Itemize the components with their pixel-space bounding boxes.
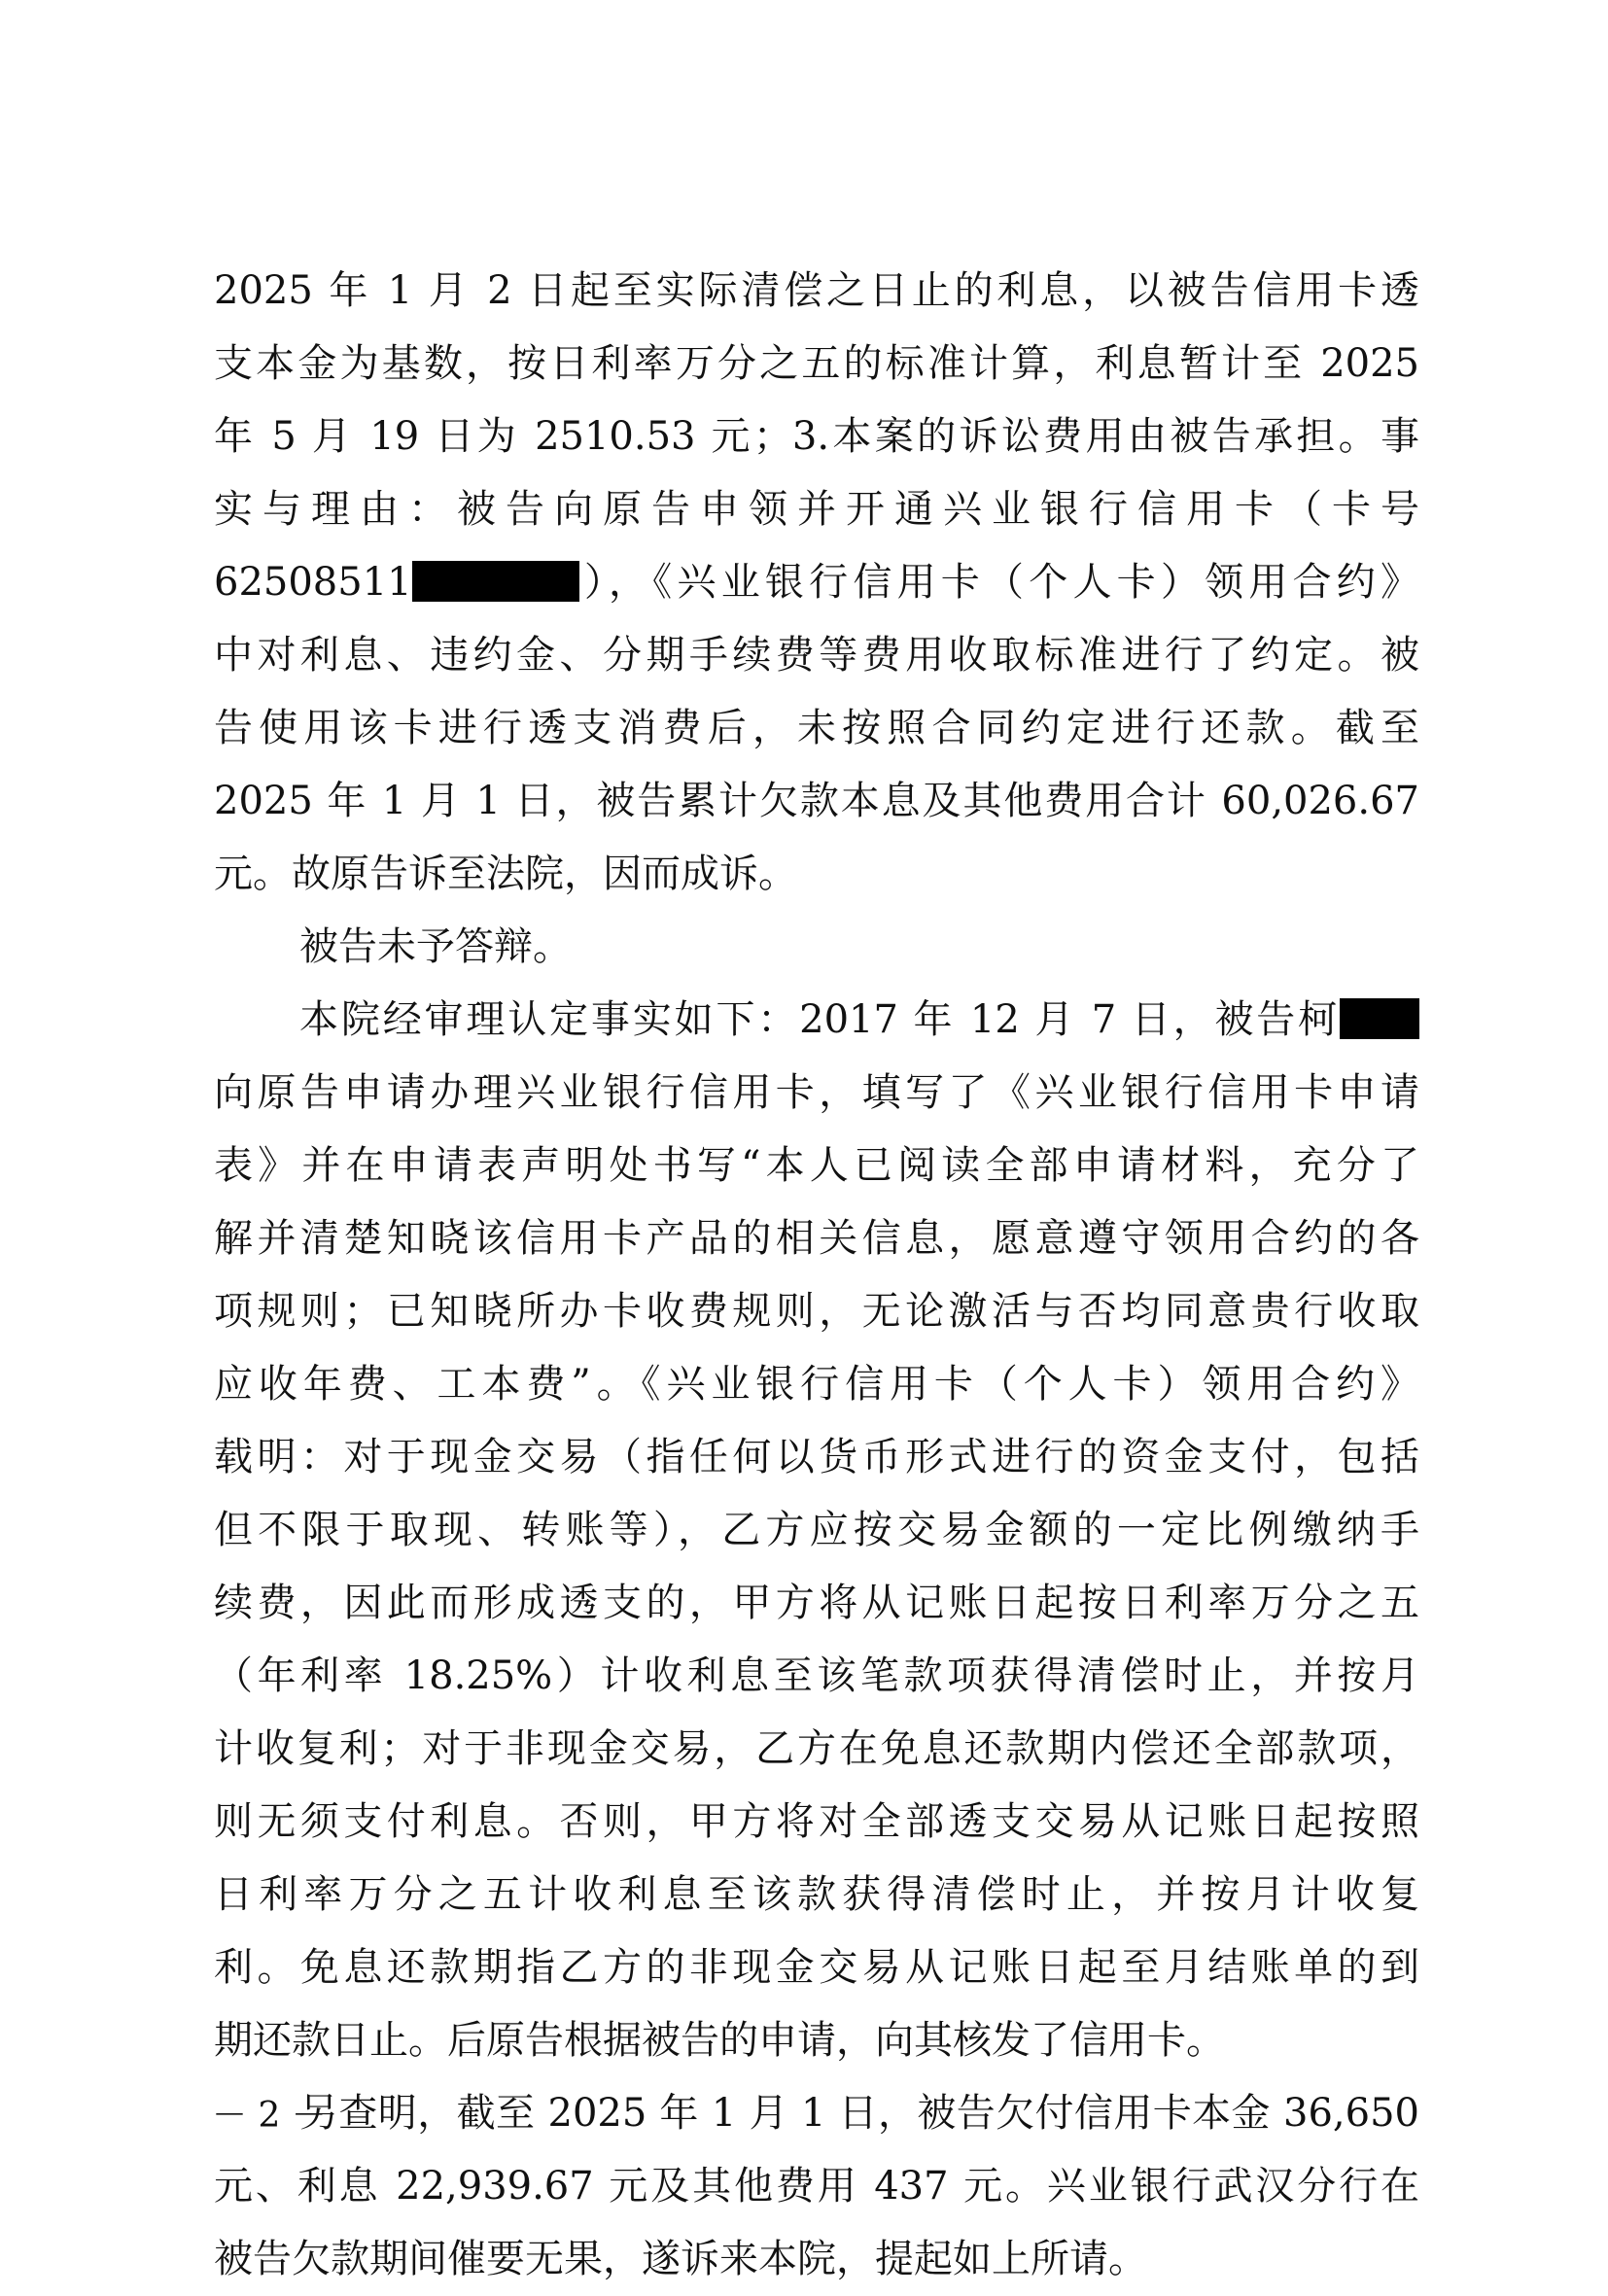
text-line: [214, 2077, 1419, 2150]
text-line: [214, 1275, 1419, 1348]
page-number: － 2 －: [212, 2096, 327, 2136]
text-segment: 计收复利；对于非现金交易，乙方在免息还款期内偿还全部款项，: [214, 1726, 1419, 1771]
text-segment: 中对利息、违约金、分期手续费等费用收取标准进行了约定。被: [214, 633, 1419, 678]
text-line: [214, 765, 1419, 838]
text-segment: 应收年费、工本费”。《兴业银行信用卡（个人卡）领用合约》: [214, 1362, 1419, 1407]
text-segment: 年 5 月 19 日为 2510.53 元；3.本案的诉讼费用由被告承担。事: [214, 414, 1419, 459]
text-line: [214, 1057, 1419, 1130]
text-segment: 续费，因此而形成透支的，甲方将从记账日起按日利率万分之五: [214, 1581, 1419, 1625]
text-line: [214, 1640, 1419, 1713]
text-line: [214, 255, 1419, 328]
text-segment: 元、利息 22,939.67 元及其他费用 437 元。兴业银行武汉分行在: [214, 2164, 1419, 2209]
text-line: [214, 2223, 1419, 2296]
text-segment: 载明：对于现金交易（指任何以货币形式进行的资金支付，包括: [214, 1435, 1419, 1479]
redaction-block: [1340, 998, 1419, 1039]
text-segment: 被告未予答辩。: [299, 924, 572, 969]
redaction-block: [412, 561, 579, 602]
text-segment: 解并清楚知晓该信用卡产品的相关信息，愿意遵守领用合约的各: [214, 1216, 1419, 1261]
text-line: [214, 473, 1419, 546]
text-line: [214, 328, 1419, 400]
text-line: [214, 1786, 1419, 1859]
text-segment: 62508511: [214, 560, 412, 605]
text-segment: （年利率 18.25%）计收利息至该笔款项获得清偿时止，并按月: [214, 1653, 1419, 1698]
text-line: [214, 692, 1419, 765]
paragraph: [214, 255, 1419, 911]
text-segment: 向原告申请办理兴业银行信用卡，填写了《兴业银行信用卡申请: [214, 1070, 1419, 1115]
text-line: [214, 1567, 1419, 1640]
text-line: [214, 1494, 1419, 1567]
paragraph: [214, 984, 1419, 2077]
text-segment: 实与理由：被告向原告申领并开通兴业银行信用卡（卡号: [214, 487, 1419, 532]
text-segment: 元。故原告诉至法院，因而成诉。: [214, 852, 797, 896]
text-line: [214, 984, 1419, 1057]
text-line: [214, 1202, 1419, 1275]
text-line: [214, 838, 1419, 911]
text-line: [214, 1859, 1419, 1931]
text-line: [214, 911, 1419, 984]
text-segment: 期还款日止。后原告根据被告的申请，向其核发了信用卡。: [214, 2018, 1225, 2063]
text-line: [214, 1713, 1419, 1786]
text-line: [214, 1421, 1419, 1494]
paragraph: [214, 911, 1419, 984]
text-line: [214, 546, 1419, 619]
text-line: [214, 2150, 1419, 2223]
text-segment: 告使用该卡进行透支消费后，未按照合同约定进行还款。截至: [214, 706, 1419, 750]
paragraph: [214, 2077, 1419, 2296]
text-segment: 支本金为基数，按日利率万分之五的标准计算，利息暂计至 2025: [214, 341, 1419, 386]
text-segment: 被告欠款期间催要无果，遂诉来本院，提起如上所请。: [214, 2237, 1147, 2281]
text-segment: 但不限于取现、转账等），乙方应按交易金额的一定比例缴纳手: [214, 1508, 1419, 1552]
text-segment: 另查明，截至 2025 年 1 月 1 日，被告欠付信用卡本金 36,650: [299, 2091, 1419, 2136]
text-line: [214, 1348, 1419, 1421]
text-line: [214, 619, 1419, 692]
text-segment: 本院经审理认定事实如下：2017 年 12 月 7 日，被告柯: [299, 997, 1340, 1042]
text-segment: 2025 年 1 月 1 日，被告累计欠款本息及其他费用合计 60,026.67: [214, 779, 1419, 823]
text-segment: 2025 年 1 月 2 日起至实际清偿之日止的利息，以被告信用卡透: [214, 268, 1419, 313]
text-line: [214, 1931, 1419, 2004]
text-line: [214, 2004, 1419, 2077]
text-line: [214, 1130, 1419, 1202]
body-text: [214, 255, 1419, 2296]
text-segment: 则无须支付利息。否则，甲方将对全部透支交易从记账日起按照: [214, 1799, 1419, 1844]
text-segment: 日利率万分之五计收利息至该款获得清偿时止，并按月计收复: [214, 1872, 1419, 1917]
text-line: [214, 400, 1419, 473]
text-segment: ），《兴业银行信用卡（个人卡）领用合约》: [578, 560, 1419, 605]
text-segment: 项规则；已知晓所办卡收费规则，无论激活与否均同意贵行收取: [214, 1289, 1419, 1334]
text-segment: 利。免息还款期指乙方的非现金交易从记账日起至月结账单的到: [214, 1945, 1419, 1990]
text-segment: 表》并在申请表声明处书写“本人已阅读全部申请材料，充分了: [214, 1143, 1419, 1188]
